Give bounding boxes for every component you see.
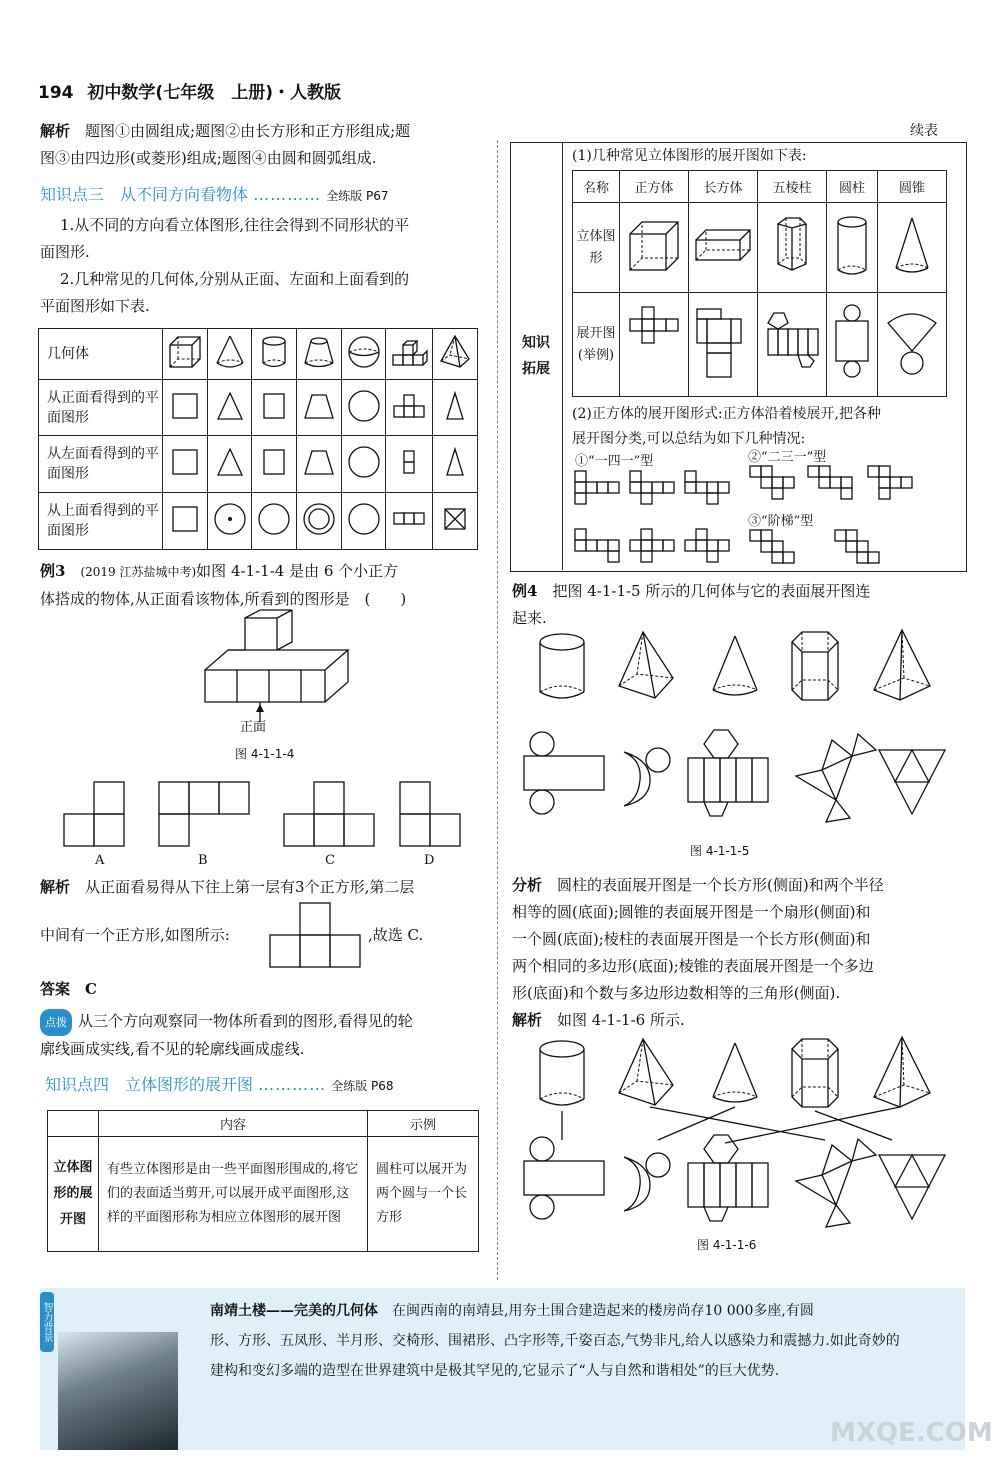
col-header: 五棱柱 [758, 171, 827, 203]
row-header: 从正面看得到的平面图形 [39, 379, 163, 436]
type-3-label: ③“阶梯”型 [748, 514, 814, 529]
leader-dots: ………… [258, 1075, 327, 1094]
footer-line: 在闽西南的南靖县,用夯土围合建造起来的楼房尚存10 000多座,有圆 [392, 1303, 814, 1319]
col-header: 圆柱 [827, 171, 878, 203]
continued-label: 续表 [910, 123, 938, 139]
type-1-label: ①“一四一”型 [575, 454, 654, 469]
option-c-figure [282, 780, 382, 848]
extension-label: 知识拓展 [522, 335, 550, 377]
row-header: 立体图形 [573, 203, 620, 293]
page-number: 194 [38, 83, 74, 103]
footer-text [210, 1296, 955, 1386]
analysis-2-tail: ,故选 C. [368, 926, 424, 944]
analysis-text: 中间有一个正方形,如图所示: [40, 926, 230, 944]
section-title: 知识点四 立体图形的展开图 [45, 1075, 254, 1094]
type-2-label: ②“二三一”型 [748, 450, 827, 465]
cube-solid [163, 329, 208, 380]
analysis-text: 题图①由圆组成;题图②由长方形和正方形组成;题 [85, 122, 411, 140]
row-header: 几何体 [39, 329, 163, 380]
extension-text: 展开图分类,可以总结为如下几种情况: [572, 431, 806, 447]
answer [40, 976, 97, 1003]
cone-solid [207, 329, 252, 380]
tulou-photo [58, 1332, 178, 1450]
figure-caption: 图 4-1-1-5 [690, 844, 750, 858]
analysis-2-line2 [40, 922, 230, 949]
kp3-paragraph: 平面图形如下表. [40, 297, 150, 315]
tip-text: 从三个方向观察同一物体所看到的图形,看得见的轮 [78, 1012, 413, 1030]
stacked-cubes-figure [200, 610, 350, 740]
practice-ref: 全练版 P68 [331, 1079, 394, 1093]
figure-caption: 图 4-1-1-6 [697, 1238, 757, 1252]
analysis-text: 形(底面)和个数与多边形边数相等的三角形(侧面). [512, 984, 841, 1002]
nets-table [572, 170, 947, 397]
footer-line: 形、方形、五凤形、半月形、交椅形、围裙形、凸字形等,千姿百态,气势非凡,给人以感染力和震撼力.如此奇妙的 [210, 1333, 900, 1349]
solids-row-1 [520, 628, 960, 708]
option-label: D [424, 853, 435, 868]
knowledge-point-4-heading [45, 1072, 394, 1095]
example-label: 例3 [40, 562, 66, 580]
example-3 [40, 558, 485, 613]
answer-label: 答案 [40, 980, 71, 998]
analysis-1 [40, 118, 480, 172]
unfold-table [47, 1110, 479, 1252]
option-d-figure [398, 780, 468, 848]
col-header: 内容 [99, 1111, 368, 1137]
kp3-paragraph: 1.从不同的方向看立体图形,往往会得到不同形状的平 [60, 216, 410, 234]
tip-badge: 点拨 [40, 1009, 72, 1036]
row-header: 从上面看得到的平面图形 [39, 493, 163, 550]
example-cell: 圆柱可以展开为两个圆与一个长方形 [368, 1137, 479, 1252]
analysis-text: 两个相同的多边形(底面);棱锥的表面展开图是一个多边 [512, 957, 874, 975]
option-b-figure [157, 780, 257, 848]
extension-p2 [572, 402, 952, 452]
col-header: 长方体 [689, 171, 758, 203]
kp3-body [40, 212, 480, 320]
pyramid-solid [433, 329, 478, 380]
col-header: 示例 [368, 1111, 479, 1137]
analysis-text: 图③由四边形(或菱形)组成;题图④由圆和圆弧组成. [40, 149, 377, 167]
figure-caption: 图 4-1-1-4 [235, 747, 295, 761]
example-source: (2019 江苏盐城中考) [80, 565, 197, 579]
content-cell: 有些立体图形是由一些平面图形围成的,将它们的表面适当剪开,可以展开成平面图形,这样的平面图形称为相应立体图形的展开图 [99, 1137, 368, 1252]
option-label: B [198, 853, 208, 868]
example-label: 例4 [512, 582, 538, 600]
nets-row-1 [520, 730, 960, 830]
type-1-nets [575, 470, 745, 570]
views-table [38, 328, 478, 550]
option-label: C [325, 853, 335, 868]
column-divider [497, 140, 498, 1280]
frustum-solid [297, 329, 342, 380]
example-text: 如图 4-1-1-4 是由 6 个小正方 [196, 562, 399, 580]
option-a-figure [62, 780, 132, 848]
matching-figure [520, 1035, 960, 1245]
front-label: 正面 [240, 720, 267, 735]
analysis-text: 如图 4-1-1-6 所示. [557, 1011, 685, 1029]
col-header: 圆锥 [877, 171, 946, 203]
type-2-nets [750, 466, 950, 506]
footer-title: 南靖土楼——完美的几何体 [210, 1303, 378, 1319]
analysis-label: 解析 [40, 878, 71, 896]
footer-side-label: 智力背景 [40, 1292, 54, 1352]
page-header [38, 78, 341, 103]
kp3-paragraph: 2.几种常见的几何体,分别从正面、左面和上面看到的 [60, 270, 410, 288]
example-text: 把图 4-1-1-5 所示的几何体与它的表面展开图连 [552, 582, 871, 600]
knowledge-point-3-heading [40, 182, 389, 205]
type-3-net [750, 530, 890, 570]
answer-value: C [85, 980, 97, 998]
stacked-cubes-solid [386, 329, 433, 380]
section-title: 知识点三 从不同方向看物体 [40, 185, 249, 204]
analysis-text: 圆柱的表面展开图是一个长方形(侧面)和两个半径 [557, 876, 884, 894]
extension-text: (2)正方体的展开图形式:正方体沿着棱展开,把各种 [572, 406, 881, 422]
example-text: 体搭成的物体,从正面看该物体,所看到的图形是 ( ) [40, 590, 407, 608]
example-text: 起来. [512, 609, 547, 627]
analysis-text: 一个圆(底面);棱柱的表面展开图是一个长方形(侧面)和 [512, 930, 871, 948]
sphere-solid [341, 329, 386, 380]
analysis-label: 分析 [512, 876, 543, 894]
example-4 [512, 578, 962, 632]
analysis-text: 相等的圆(底面);圆锥的表面展开图是一个扇形(侧面)和 [512, 903, 871, 921]
book-title: 初中数学(七年级 上册)・人教版 [87, 83, 341, 103]
analysis-3 [512, 872, 962, 1034]
row-header: 展开图(举例) [573, 293, 620, 397]
extension-p1: (1)几种常见立体图形的展开图如下表: [572, 148, 807, 164]
watermark: MXQE.COM [830, 1418, 993, 1448]
analysis-2 [40, 874, 485, 901]
tip-text: 廓线画成实线,看不见的轮廓线画成虚线. [40, 1040, 305, 1058]
analysis-text: 从正面看易得从下往上第一层有3个正方形,第二层 [85, 878, 415, 896]
footer-line: 建构和变幻多端的造型在世界建筑中是极其罕见的,它显示了“人与自然和谐相处”的巨大优势. [210, 1363, 780, 1379]
practice-ref: 全练版 P67 [326, 189, 389, 203]
tip [40, 1008, 485, 1063]
row-header: 立体图形的展开图 [48, 1137, 99, 1252]
col-header: 名称 [573, 171, 620, 203]
answer-sketch [268, 903, 368, 969]
kp3-paragraph: 面图形. [40, 243, 90, 261]
cylinder-solid [252, 329, 297, 380]
analysis-label: 解析 [40, 122, 71, 140]
col-header: 正方体 [620, 171, 689, 203]
analysis-label: 解析 [512, 1011, 543, 1029]
option-label: A [95, 853, 105, 868]
leader-dots: ………… [253, 185, 322, 204]
row-header: 从左面看得到的平面图形 [39, 436, 163, 493]
